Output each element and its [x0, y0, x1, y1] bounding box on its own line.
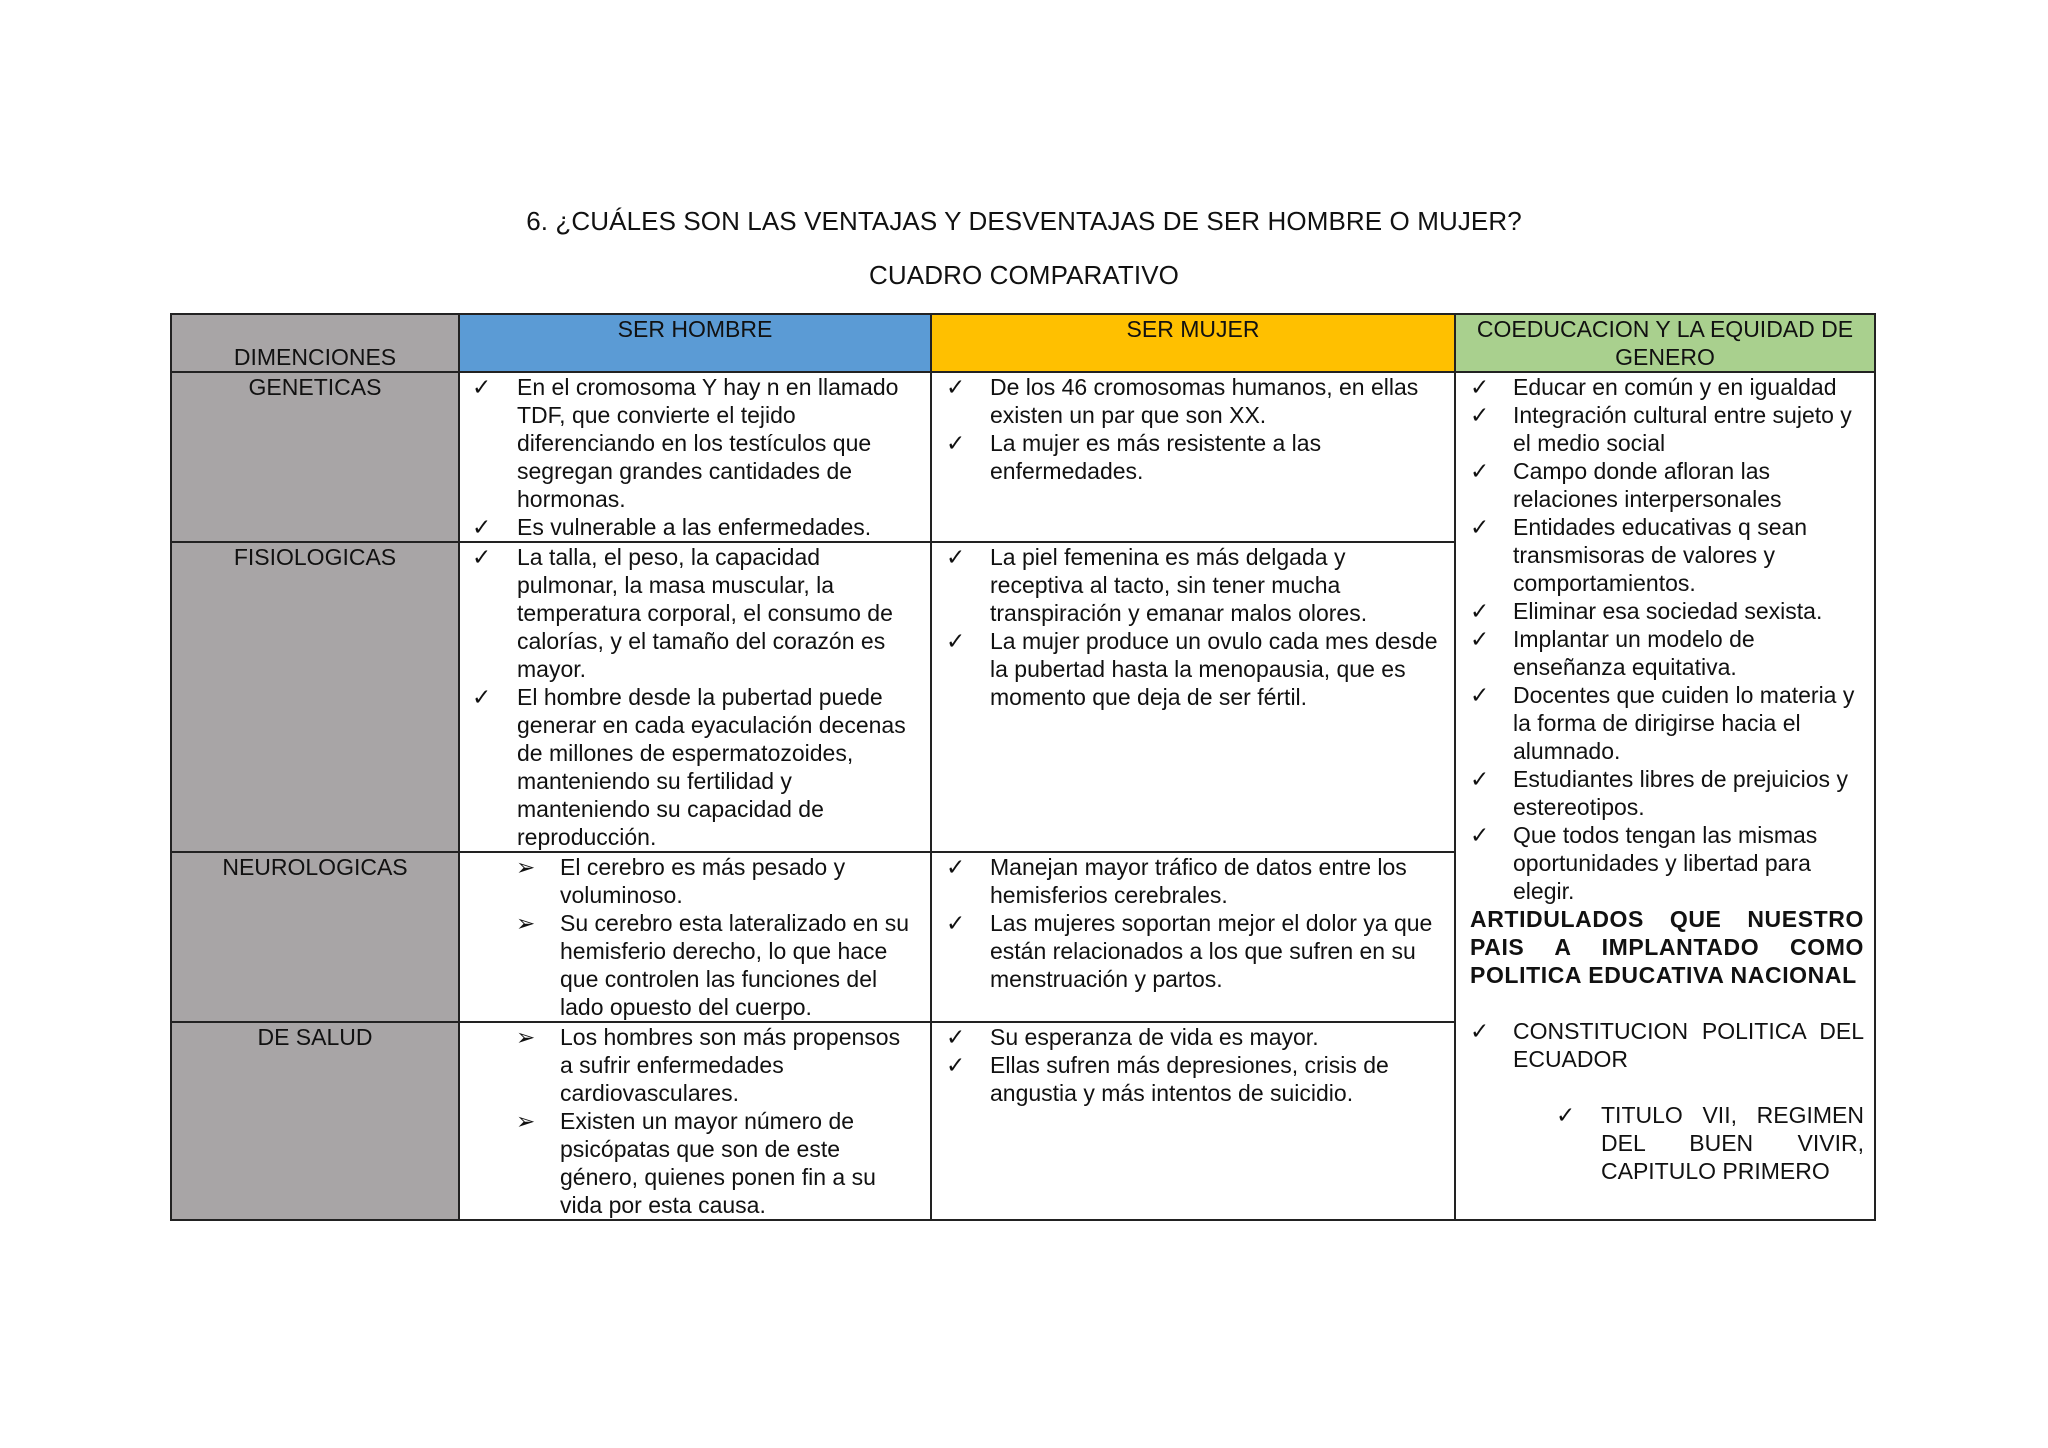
- list-item: ✓ TITULO VII, REGIMEN DEL BUEN VIVIR, CAPITULO PRIMERO: [1556, 1102, 1864, 1184]
- cell-mujer-neurologicas: [931, 852, 1455, 1022]
- list-item: ✓ Integración cultural entre sujeto y el medio social: [1470, 402, 1852, 456]
- cell-mujer-geneticas: [931, 372, 1455, 542]
- list-item: ✓ La mujer produce un ovulo cada mes desde la pubertad hasta la menopausia, que es momento que deja de ser fértil.: [946, 628, 1438, 710]
- checkmark-icon: ✓: [1470, 766, 1490, 792]
- cell-mujer-fisiologicas: [931, 542, 1455, 852]
- checkmark-icon: ✓: [1470, 626, 1490, 652]
- list-item: ✓ Manejan mayor tráfico de datos entre los hemisferios cerebrales.: [946, 854, 1407, 908]
- checkmark-icon: ✓: [1470, 514, 1490, 540]
- header-coeducacion: COEDUCACION Y LA EQUIDAD DE GENERO: [1455, 314, 1875, 372]
- checkmark-icon: ✓: [1470, 402, 1490, 428]
- list-item: ✓ Implantar un modelo de enseñanza equitativa.: [1470, 626, 1755, 680]
- page-title: 6. ¿CUÁLES SON LAS VENTAJAS Y DESVENTAJAS DE SER HOMBRE O MUJER?: [526, 206, 1522, 236]
- list-item: ✓ Su esperanza de vida es mayor.: [946, 1024, 1319, 1050]
- list-item: ✓ En el cromosoma Y hay n en llamado TDF, que convierte el tejido diferenciando en los testículos que segregan grandes cantidades de hormonas.: [472, 374, 899, 512]
- arrow-bullet-icon: ➢: [516, 1108, 536, 1134]
- row-label-neurologicas: NEUROLOGICAS: [171, 852, 459, 1022]
- checkmark-icon: ✓: [1470, 1018, 1490, 1044]
- header-ser-hombre: SER HOMBRE: [459, 314, 931, 372]
- list-item: ✓ Docentes que cuiden lo materia y la forma de dirigirse hacia el alumnado.: [1470, 682, 1855, 764]
- checkmark-icon: ✓: [1470, 458, 1490, 484]
- list-item: ✓ De los 46 cromosomas humanos, en ellas existen un par que son XX.: [946, 374, 1419, 428]
- list-item: ➢ El cerebro es más pesado y voluminoso.: [516, 854, 846, 908]
- list-item: ✓ CONSTITUCION POLITICA DEL ECUADOR: [1470, 1018, 1864, 1072]
- list-item: ➢ Los hombres son más propensos a sufrir enfermedades cardiovasculares.: [516, 1024, 901, 1106]
- checkmark-icon: ✓: [1470, 682, 1490, 708]
- checkmark-icon: ✓: [1556, 1102, 1576, 1128]
- policy-heading: ARTIDULADOS QUE NUESTRO PAIS A IMPLANTADO COMO POLITICA EDUCATIVA NACIONAL: [1470, 906, 1864, 988]
- checkmark-icon: ✓: [946, 628, 966, 654]
- checkmark-icon: ✓: [1470, 374, 1490, 400]
- list-item: ✓ Entidades educativas q sean transmisoras de valores y comportamientos.: [1470, 514, 1808, 596]
- checkmark-icon: ✓: [472, 544, 492, 570]
- row-label-de-salud: DE SALUD: [171, 1022, 459, 1220]
- cell-hombre-de-salud: [459, 1022, 931, 1220]
- checkmark-icon: ✓: [946, 430, 966, 456]
- header-ser-mujer: SER MUJER: [931, 314, 1455, 372]
- list-item: ✓ Ellas sufren más depresiones, crisis de angustia y más intentos de suicidio.: [946, 1052, 1389, 1106]
- checkmark-icon: ✓: [946, 854, 966, 880]
- list-item: ✓ Es vulnerable a las enfermedades.: [472, 514, 872, 540]
- checkmark-icon: ✓: [946, 544, 966, 570]
- checkmark-icon: ✓: [946, 910, 966, 936]
- row-label-fisiologicas: FISIOLOGICAS: [171, 542, 459, 852]
- checkmark-icon: ✓: [946, 1024, 966, 1050]
- cell-mujer-de-salud: [931, 1022, 1455, 1220]
- checkmark-icon: ✓: [1470, 822, 1490, 848]
- list-item: ✓ Eliminar esa sociedad sexista.: [1470, 598, 1823, 624]
- list-item: ➢ Existen un mayor número de psicópatas que son de este género, quienes ponen fin a su vida por esta causa.: [516, 1108, 876, 1218]
- list-item: ✓ Campo donde afloran las relaciones interpersonales: [1470, 458, 1782, 512]
- comparison-table: [170, 313, 1876, 1221]
- header-dimensions: DIMENCIONES: [171, 314, 459, 372]
- checkmark-icon: ✓: [472, 374, 492, 400]
- cell-hombre-neurologicas: [459, 852, 931, 1022]
- cell-hombre-fisiologicas: [459, 542, 931, 852]
- list-item: ✓ Las mujeres soportan mejor el dolor ya que están relacionados a los que sufren en su menstruación y partos.: [946, 910, 1433, 992]
- list-item: ✓ Educar en común y en igualdad: [1470, 374, 1837, 400]
- checkmark-icon: ✓: [1470, 598, 1490, 624]
- arrow-bullet-icon: ➢: [516, 854, 536, 880]
- row-label-geneticas: GENETICAS: [171, 372, 459, 542]
- list-item: ✓ El hombre desde la pubertad puede generar en cada eyaculación decenas de millones de espermatozoides, manteniendo su fertilidad y manteniendo su capacidad de reproducción.: [472, 684, 906, 850]
- table-header-row: [171, 314, 1875, 372]
- arrow-bullet-icon: ➢: [516, 1024, 536, 1050]
- list-item: ✓ Estudiantes libres de prejuicios y estereotipos.: [1470, 766, 1848, 820]
- list-item: ✓ La mujer es más resistente a las enfermedades.: [946, 430, 1322, 484]
- list-item: ✓ La talla, el peso, la capacidad pulmonar, la masa muscular, la temperatura corporal, el consumo de calorías, y el tamaño del corazón es mayor.: [472, 544, 893, 682]
- cell-coeducacion: [1455, 372, 1875, 1220]
- list-item: ✓ Que todos tengan las mismas oportunidades y libertad para elegir.: [1470, 822, 1818, 904]
- page-subtitle: CUADRO COMPARATIVO: [869, 260, 1179, 290]
- list-item: ➢ Su cerebro esta lateralizado en su hemisferio derecho, lo que hace que controlen las funciones del lado opuesto del cuerpo.: [516, 910, 910, 1020]
- arrow-bullet-icon: ➢: [516, 910, 536, 936]
- table-row: [171, 372, 1875, 542]
- checkmark-icon: ✓: [946, 374, 966, 400]
- list-item: ✓ La piel femenina es más delgada y receptiva al tacto, sin tener mucha transpiración y emanar malos olores.: [946, 544, 1368, 626]
- checkmark-icon: ✓: [472, 684, 492, 710]
- checkmark-icon: ✓: [472, 514, 492, 540]
- cell-hombre-geneticas: [459, 372, 931, 542]
- checkmark-icon: ✓: [946, 1052, 966, 1078]
